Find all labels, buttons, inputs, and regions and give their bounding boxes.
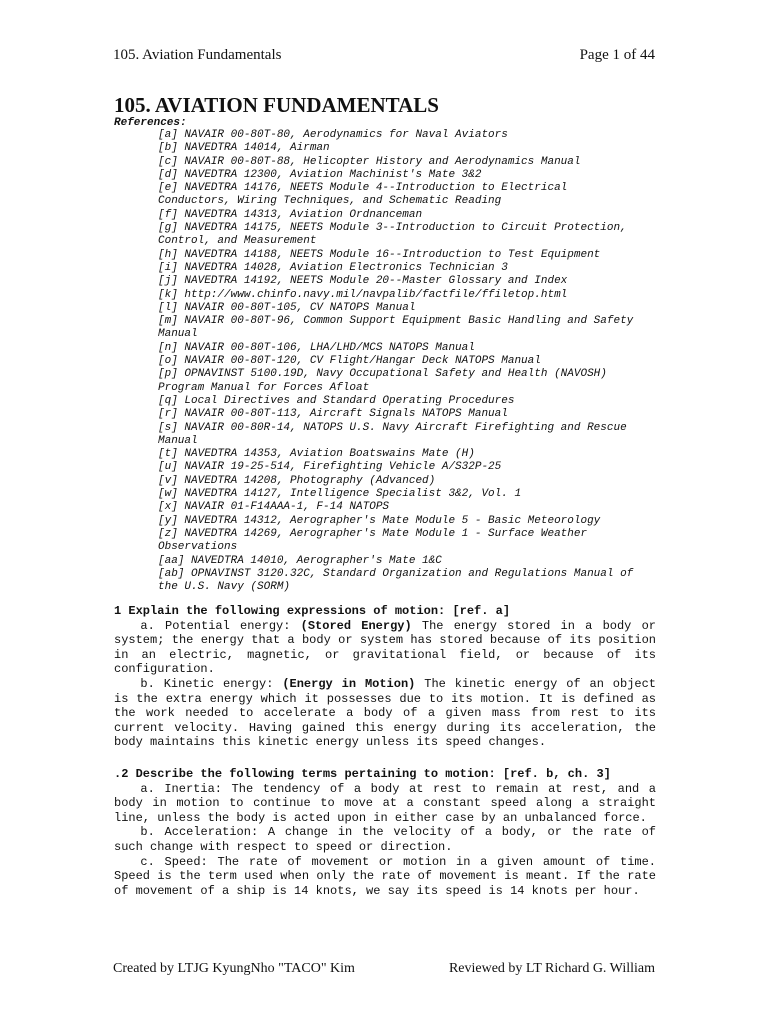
section-motion-terms [114, 767, 656, 898]
reference-item: [z] NAVEDTRA 14269, Aerographer's Mate Module 1 - Surface Weather Observations [158, 527, 588, 554]
reference-item: [j] NAVEDTRA 14192, NEETS Module 20--Master Glossary and Index [158, 275, 568, 288]
term-label: b. Kinetic energy: [140, 676, 283, 691]
reference-item: [u] NAVAIR 19-25-514, Firefighting Vehicle A/S32P-25 [158, 461, 502, 474]
question-heading: 1 Explain the following expressions of motion: [ref. a] [114, 604, 511, 618]
reference-item: [w] NAVEDTRA 14127, Intelligence Specialist 3&2, Vol. 1 [158, 488, 522, 501]
term-label: a. Potential energy: [140, 618, 301, 633]
reference-item: [p] OPNAVINST 5100.19D, Navy Occupational Safety and Health (NAVOSH) Program Manual for Forces Afloat [158, 368, 607, 394]
reference-item: [o] NAVAIR 00-80T-120, CV Flight/Hangar Deck NATOPS Manual [158, 355, 541, 368]
references-label: References: [114, 117, 187, 129]
reference-item: [b] NAVEDTRA 14014, Airman [158, 142, 330, 155]
reference-item: [m] NAVAIR 00-80T-96, Common Support Equipment Basic Handling and Safety Manual [158, 315, 634, 341]
reference-item: [i] NAVEDTRA 14028, Aviation Electronics Technician 3 [158, 261, 508, 274]
reference-item: [a] NAVAIR 00-80T-80, Aerodynamics for Naval Aviators [158, 129, 508, 141]
header-page-number: Page 1 of 44 [579, 47, 655, 63]
reference-item: [s] NAVAIR 00-80R-14, NATOPS U.S. Navy Aircraft Firefighting and Rescue Manual [158, 421, 627, 447]
header-document-title: 105. Aviation Fundamentals [113, 47, 282, 63]
reference-item: [c] NAVAIR 00-80T-88, Helicopter History and Aerodynamics Manual [158, 155, 581, 168]
references-list [158, 129, 658, 594]
paragraph-acceleration: b. Acceleration: A change in the velocity of a body, or the rate of such change with respect to speed or direction. [114, 825, 656, 854]
footer-reviewer: Reviewed by LT Richard G. William [448, 961, 655, 976]
term-emphasis: (Stored Energy) [300, 618, 412, 633]
section-motion-expressions [114, 604, 656, 750]
reference-item: [q] Local Directives and Standard Operating Procedures [158, 394, 515, 407]
term-emphasis: (Energy in Motion) [282, 676, 416, 691]
reference-item: [ab] OPNAVINST 3120.32C, Standard Organization and Regulations Manual of the U.S. Navy (SORM) [158, 567, 634, 594]
reference-item: [f] NAVEDTRA 14313, Aviation Ordnanceman [158, 208, 423, 221]
reference-item: [r] NAVAIR 00-80T-113, Aircraft Signals NATOPS Manual [158, 408, 508, 421]
reference-item: [d] NAVEDTRA 12300, Aviation Machinist's Mate 3&2 [158, 168, 482, 181]
paragraph-potential-energy [114, 619, 656, 677]
reference-item: [g] NAVEDTRA 14175, NEETS Module 3--Introduction to Circuit Protection, Control, and Measurement [158, 222, 627, 248]
definition-text: The energy stored in a body or system; the energy that a body or system has stored because of its position in an electric, magnetic, or gravitational field, or because of its configuration. [114, 618, 656, 677]
reference-item: [e] NAVEDTRA 14176, NEETS Module 4--Introduction to Electrical Conductors, Wiring Techniques, and Schematic Reading [158, 182, 568, 208]
reference-item: [aa] NAVEDTRA 14010, Aerographer's Mate 1&C [158, 554, 442, 567]
paragraph-inertia: a. Inertia: The tendency of a body at rest to remain at rest, and a body in motion to continue to move at a constant speed along a straight line, unless the body is acted upon in either case by an unbalanced force. [114, 781, 656, 825]
reference-item: [h] NAVEDTRA 14188, NEETS Module 16--Introduction to Test Equipment [158, 248, 601, 261]
reference-item: [v] NAVEDTRA 14208, Photography (Advanced) [158, 474, 436, 487]
paragraph-speed: c. Speed: The rate of movement or motion in a given amount of time. Speed is the term used when only the rate of movement is meant. If the rate of movement of a ship is 14 knots, we say its speed is 14 knots per hour. [114, 854, 656, 898]
footer-author: Created by LTJG KyungNho "TACO" Kim [113, 961, 355, 976]
reference-item: [x] NAVAIR 01-F14AAA-1, F-14 NATOPS [158, 501, 390, 514]
reference-item[interactable]: [k] http://www.chinfo.navy.mil/navpalib/factfile/ffiletop.html [158, 288, 568, 301]
page-title: 105. AVIATION FUNDAMENTALS [114, 93, 439, 117]
reference-item: [l] NAVAIR 00-80T-105, CV NATOPS Manual [158, 301, 416, 314]
definition-text: The kinetic energy of an object is the extra energy which it possesses due to its motion. It is defined as the work needed to accelerate a body of a given mass from rest to its current velocity. Having gained this energy during its acceleration, the body maintains this kinetic energy unless its speed changes. [114, 676, 657, 750]
question-heading: .2 Describe the following terms pertaining to motion: [ref. b, ch. 3] [114, 767, 611, 781]
paragraph-kinetic-energy [114, 677, 656, 750]
reference-item: [y] NAVEDTRA 14312, Aerographer's Mate Module 5 - Basic Meteorology [158, 514, 601, 527]
reference-item: [t] NAVEDTRA 14353, Aviation Boatswains Mate (H) [158, 448, 475, 461]
reference-item: [n] NAVAIR 00-80T-106, LHA/LHD/MCS NATOPS Manual [158, 341, 475, 354]
